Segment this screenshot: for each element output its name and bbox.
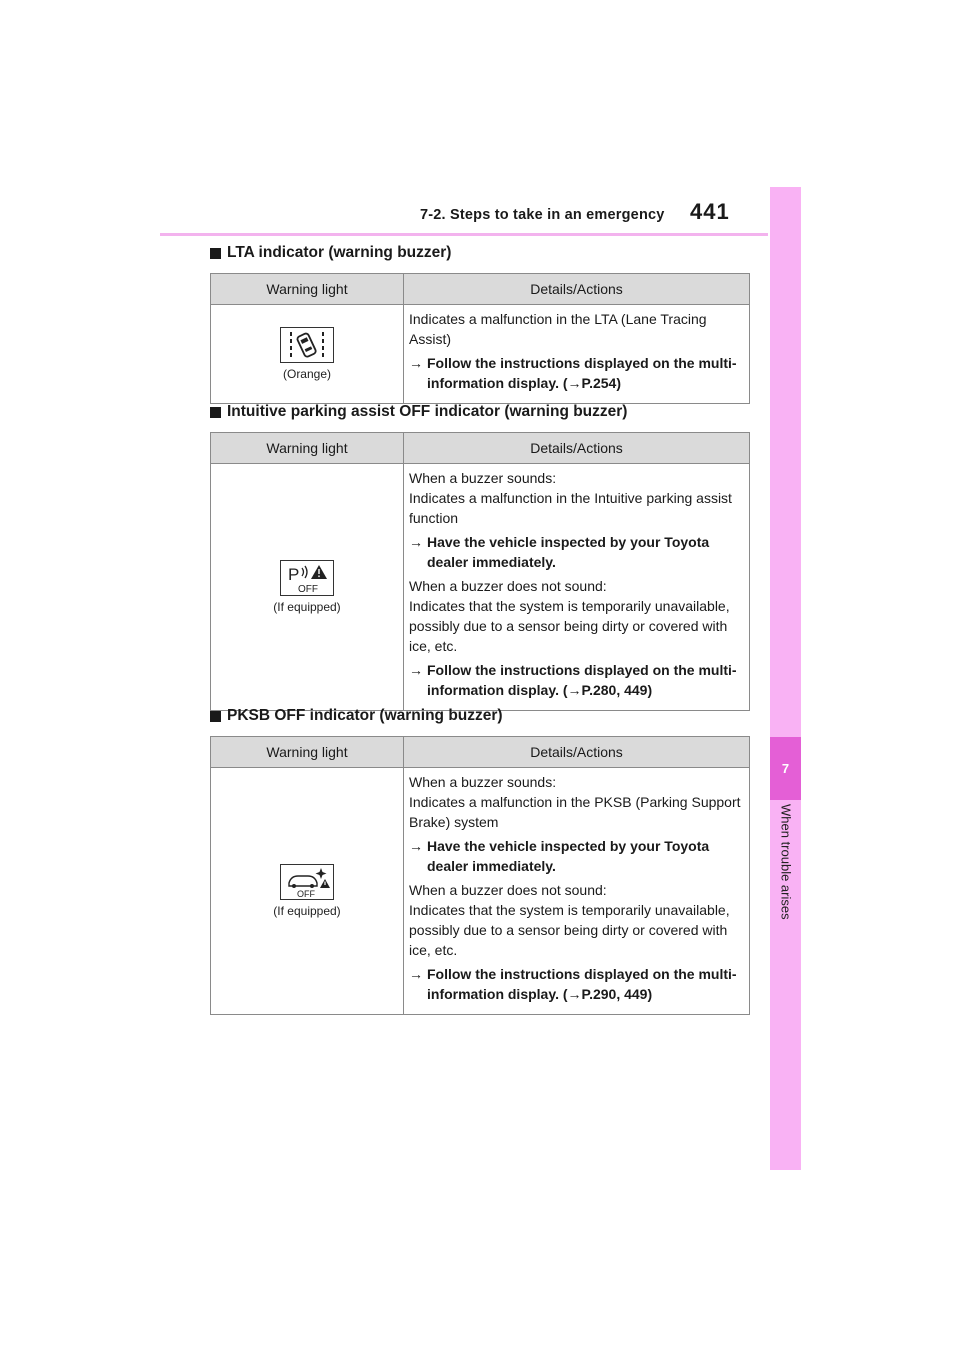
chapter-sidebar bbox=[770, 187, 801, 1170]
unavailable-text: Indicates that the system is temporarily unavailable, possibly due to a sensor being dirty or covered with ice, etc. bbox=[409, 902, 730, 958]
malfunction-text: Indicates a malfunction in the PKSB (Parking Support Brake) system bbox=[409, 794, 741, 830]
arrow-icon: → bbox=[567, 986, 582, 1002]
icon-caption: (If equipped) bbox=[273, 600, 341, 614]
buzzer-sounds-heading: When a buzzer sounds: bbox=[409, 774, 557, 790]
icon-caption: (If equipped) bbox=[273, 904, 341, 918]
icon-caption: (Orange) bbox=[282, 367, 332, 381]
arrow-icon: → bbox=[567, 375, 582, 391]
malfunction-text: Indicates a malfunction in the LTA (Lane Tracing Assist) bbox=[409, 311, 707, 347]
arrow-icon: → bbox=[409, 838, 423, 854]
lta-warning-icon bbox=[280, 327, 334, 363]
table-header-row bbox=[211, 274, 750, 305]
action-text: → Follow the instructions displayed on the multi-information display. (→P.254) bbox=[409, 355, 737, 391]
bullet-square-icon bbox=[210, 248, 221, 259]
header-rule bbox=[160, 233, 768, 236]
bullet-square-icon bbox=[210, 711, 221, 722]
arrow-icon: → bbox=[409, 355, 423, 371]
table-header-row bbox=[211, 737, 750, 768]
page-reference-link[interactable]: P.290, 449) bbox=[581, 986, 653, 1002]
arrow-icon: → bbox=[567, 682, 582, 698]
col-warning-light: Warning light bbox=[211, 274, 404, 305]
warning-light-cell bbox=[211, 768, 404, 1015]
svg-text:P: P bbox=[288, 565, 300, 584]
arrow-icon: → bbox=[409, 966, 423, 982]
details-cell bbox=[404, 305, 750, 404]
details-cell bbox=[404, 768, 750, 1015]
section-heading-pksb: PKSB OFF indicator (warning buzzer) bbox=[210, 707, 503, 725]
section-title: 7-2. Steps to take in an emergency bbox=[420, 207, 665, 223]
pksb-off-icon bbox=[280, 864, 334, 900]
page-number: 441 bbox=[690, 199, 730, 224]
table-header-row bbox=[211, 433, 750, 464]
buzzer-silent-heading: When a buzzer does not sound: bbox=[409, 882, 607, 898]
col-warning-light: Warning light bbox=[211, 737, 404, 768]
bullet-square-icon bbox=[210, 407, 221, 418]
details-cell bbox=[404, 464, 750, 711]
malfunction-text: Indicates a malfunction in the Intuitive parking assist function bbox=[409, 490, 732, 526]
section-heading-parking-assist: Intuitive parking assist OFF indicator (warning buzzer) bbox=[210, 403, 627, 421]
table-row bbox=[211, 768, 750, 1015]
warning-table-pksb bbox=[210, 736, 750, 1015]
chapter-title: When trouble arises bbox=[778, 804, 794, 920]
buzzer-sounds-heading: When a buzzer sounds: bbox=[409, 470, 557, 486]
arrow-icon: → bbox=[409, 534, 423, 550]
col-details-actions: Details/Actions bbox=[404, 433, 750, 464]
action-text: → Follow the instructions displayed on the multi-information display. (→P.290, 449) bbox=[409, 966, 737, 1002]
table-row bbox=[211, 464, 750, 711]
svg-text:OFF: OFF bbox=[298, 584, 318, 595]
chapter-number: 7 bbox=[770, 737, 801, 800]
warning-table-parking-assist bbox=[210, 432, 750, 711]
action-text: → Have the vehicle inspected by your Toyota dealer immediately. bbox=[409, 534, 710, 570]
action-text: → Have the vehicle inspected by your Toyota dealer immediately. bbox=[409, 838, 710, 874]
page-reference-link[interactable]: P.254) bbox=[581, 375, 621, 391]
unavailable-text: Indicates that the system is temporarily unavailable, possibly due to a sensor being dirty or covered with ice, etc. bbox=[409, 598, 730, 654]
parking-assist-off-icon bbox=[280, 560, 334, 596]
page-reference-link[interactable]: P.280, 449) bbox=[581, 682, 653, 698]
warning-light-cell bbox=[211, 464, 404, 711]
warning-light-cell bbox=[211, 305, 404, 404]
col-details-actions: Details/Actions bbox=[404, 274, 750, 305]
arrow-icon: → bbox=[409, 662, 423, 678]
col-details-actions: Details/Actions bbox=[404, 737, 750, 768]
action-text: → Follow the instructions displayed on the multi-information display. (→P.280, 449) bbox=[409, 662, 737, 698]
section-heading-lta: LTA indicator (warning buzzer) bbox=[210, 244, 451, 262]
svg-text:OFF: OFF bbox=[297, 889, 315, 899]
table-row bbox=[211, 305, 750, 404]
warning-table-lta bbox=[210, 273, 750, 404]
col-warning-light: Warning light bbox=[211, 433, 404, 464]
buzzer-silent-heading: When a buzzer does not sound: bbox=[409, 578, 607, 594]
